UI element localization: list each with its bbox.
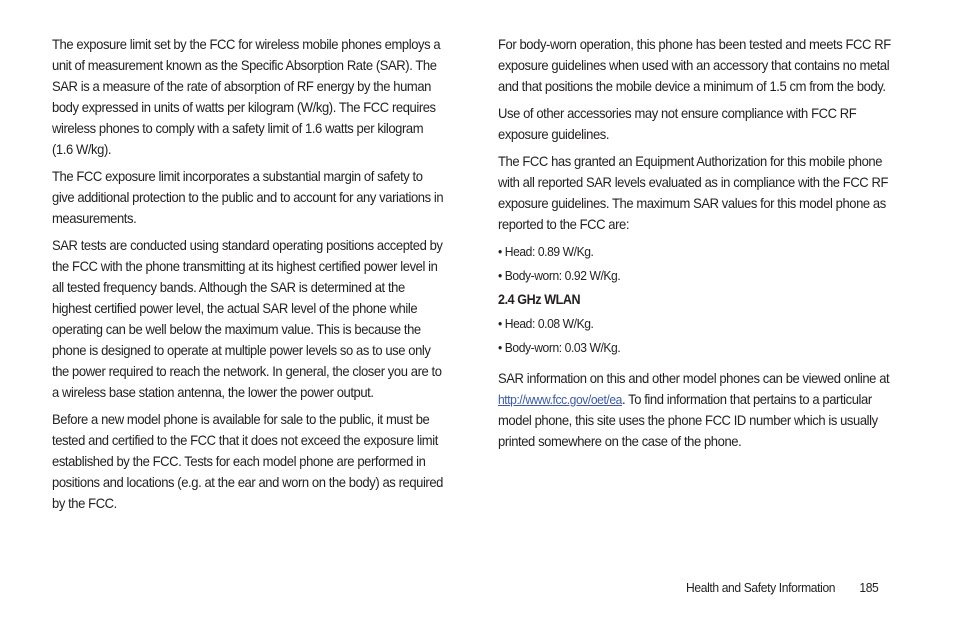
bullet-wlan-head-sar: • Head: 0.08 W/Kg. — [498, 316, 594, 331]
paragraph-certification: Before a new model phone is available for sale to the public, it must be tested and certified to the FCC that it does not exceed the exposure limit established by the FCC. Tests for each model phone are performed in positions and locations (e.g. at the ear and worn on the body) as required by the FCC. — [52, 411, 444, 511]
left-column — [52, 34, 445, 520]
paragraph-safety-margin: The FCC exposure limit incorporates a substantial margin of safety to give additional protection to the public and to account for any variations in measurements. — [52, 168, 444, 226]
bullet-head-sar: • Head: 0.89 W/Kg. — [498, 244, 594, 259]
paragraph-body-worn: For body-worn operation, this phone has been tested and meets FCC RF exposure guidelines when used with an accessory that contains no metal and that positions the mobile device a minimum of 1.5 cm from the body. — [498, 36, 891, 94]
page-footer — [686, 578, 878, 598]
paragraph-equipment-authorization: The FCC has granted an Equipment Authorization for this mobile phone with all reported SAR levels evaluated as in compliance with the FCC RF exposure guidelines. The maximum SAR values for this model phone as reported to the FCC are: — [498, 153, 889, 232]
paragraph-sar-definition: The exposure limit set by the FCC for wireless mobile phones employs a unit of measurement known as the Specific Absorption Rate (SAR). The SAR is a measure of the rate of absorption of RF energy by the human body expressed in units of watts per kilogram (W/kg). The FCC requires wireless phones to comply with a safety limit of 1.6 watts per kilogram (1.6 W/kg). — [52, 36, 441, 157]
paragraph-sar-information — [498, 368, 893, 452]
right-column — [498, 34, 893, 458]
sar-info-text-before-link: SAR information on this and other model phones can be viewed online at — [498, 370, 890, 386]
sar-info-text-after-link: . To find information that pertains to a particular model phone, this site uses the phone FCC ID number which is usually printed somewhere on the case of the phone. — [498, 391, 878, 449]
footer-section-title: Health and Safety Information — [686, 580, 836, 595]
paragraph-accessories: Use of other accessories may not ensure compliance with FCC RF exposure guidelines. — [498, 105, 857, 142]
subheading-wlan: 2.4 GHz WLAN — [498, 292, 581, 307]
paragraph-sar-tests: SAR tests are conducted using standard operating positions accepted by the FCC with the phone transmitting at its highest certified power level in all tested frequency bands. Although the SAR is determined at the highest certified power level, the actual SAR level of the phone while operating can be well below the maximum value. This is because the phone is designed to operate at multiple power levels so as to use only the power required to reach the network. In general, the closer you are to a wireless base station antenna, the lower the power output. — [52, 237, 443, 400]
bullet-wlan-body-worn-sar: • Body-worn: 0.03 W/Kg. — [498, 340, 621, 355]
fcc-sar-link[interactable]: http://www.fcc.gov/oet/ea — [498, 392, 622, 407]
page-number: 185 — [859, 580, 879, 595]
bullet-body-worn-sar: • Body-worn: 0.92 W/Kg. — [498, 268, 621, 283]
